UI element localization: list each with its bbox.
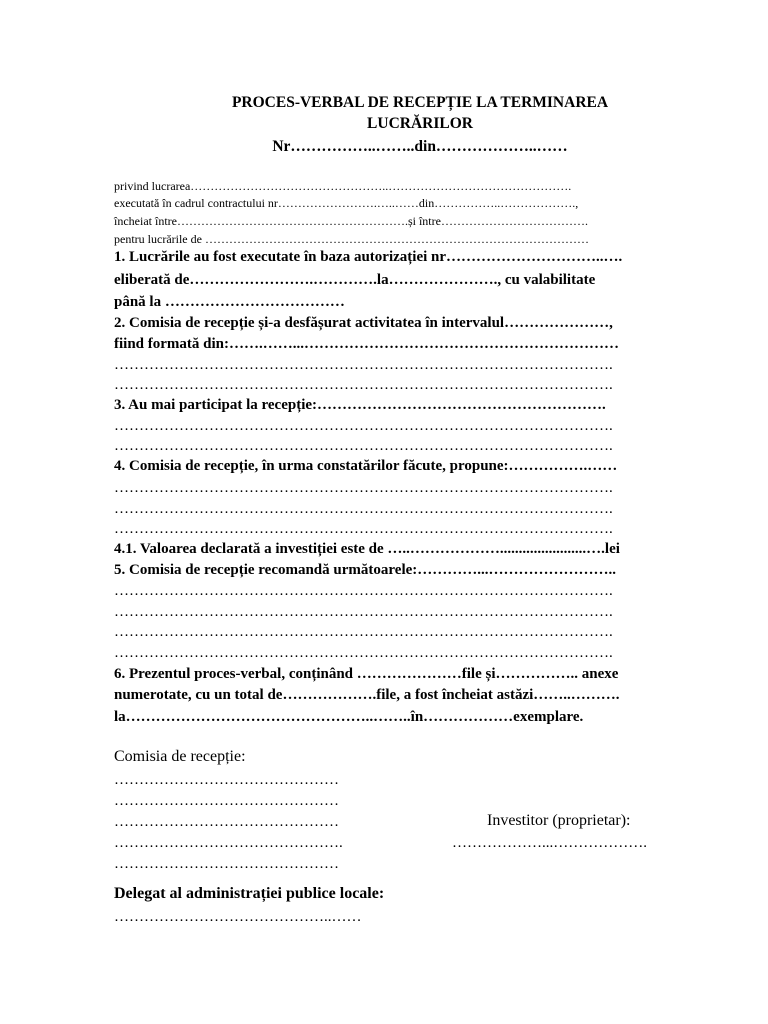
doc-title-line2: LUCRĂRILOR: [367, 115, 473, 132]
item-6-line3: la…………………………………………..……..în………………exemplare.: [114, 709, 584, 725]
dotted-line: ……………………………………………………………………………………….: [114, 438, 613, 454]
item-2-line2: fiind formată din:…….……...………………………………………………………: [114, 336, 620, 352]
dotted-line: ……………………………………………………………………………………….: [114, 604, 613, 620]
item-1-line2: eliberată de…………………….………….la…………………., cu valabilitate: [114, 272, 596, 288]
dotted-line: ……………………………………………………………………………………….: [114, 501, 613, 517]
item-4-line1: 4. Comisia de recepție, în urma constatărilor făcute, propune:…………….……: [114, 458, 618, 474]
dotted-line: ……………………………………………………………………………………….: [114, 583, 613, 599]
signature-line: ……………………………………….: [114, 835, 343, 851]
item-6-line2: numerotate, cu un total de……………….file, a fost încheiat astăzi……..……….: [114, 687, 620, 703]
commission-label: Comisia de recepție:: [114, 748, 246, 765]
item-4-1: 4.1. Valoarea declarată a investiției este de …..……………….......................….lei: [114, 541, 620, 557]
item-1-line1: 1. Lucrările au fost executate în baza autorizației nr…………………………..….: [114, 249, 623, 265]
field-incheiat: încheiat între………………………………………………….și între……………………………….: [114, 214, 588, 228]
signature-line: ………………………………………: [114, 814, 339, 830]
field-lucrari: pentru lucrările de ……………………………………………………………………………………: [114, 232, 589, 246]
field-contract: executată în cadrul contractului nr…………………….…..……din……………..……………….,: [114, 196, 579, 210]
delegate-label: Delegat al administrației publice locale:: [114, 885, 385, 902]
dotted-line: ……………………………………………………………………………………….: [114, 418, 613, 434]
item-2-line1: 2. Comisia de recepție și-a desfășurat activitatea în intervalul…………………,: [114, 315, 613, 331]
dotted-line: ……………………………………………………………………………………….: [114, 521, 613, 537]
item-3-line1: 3. Au mai participat la recepție:………………………………………………….: [114, 397, 606, 413]
delegate-signature-line: ……………………………………..……: [114, 909, 362, 925]
signature-line: ………………………………………: [114, 772, 339, 788]
signature-line: ………………………………………: [114, 793, 339, 809]
dotted-line: ……………………………………………………………………………………….: [114, 377, 613, 393]
doc-number-line: Nr……………..……..din………………..……: [272, 138, 568, 155]
investor-signature-line: ………………...……………….: [452, 835, 647, 851]
item-5-line1: 5. Comisia de recepție recomandă următoarele:…………...……………………..: [114, 562, 617, 578]
dotted-line: ……………………………………………………………………………………….: [114, 645, 613, 661]
investor-label: Investitor (proprietar):: [487, 812, 631, 829]
item-1-line3: până la ………………………………: [114, 294, 345, 310]
field-lucrarea: privind lucrarea…………………………………………..……………………………………….: [114, 179, 572, 193]
dotted-line: ……………………………………………………………………………………….: [114, 357, 613, 373]
item-6-line1: 6. Prezentul proces-verbal, conținând …………………file și…………….. anexe: [114, 666, 619, 682]
signature-line: ………………………………………: [114, 856, 339, 872]
dotted-line: ……………………………………………………………………………………….: [114, 480, 613, 496]
doc-title-line1: PROCES-VERBAL DE RECEPȚIE LA TERMINAREA: [231, 94, 609, 111]
dotted-line: ……………………………………………………………………………………….: [114, 624, 613, 640]
